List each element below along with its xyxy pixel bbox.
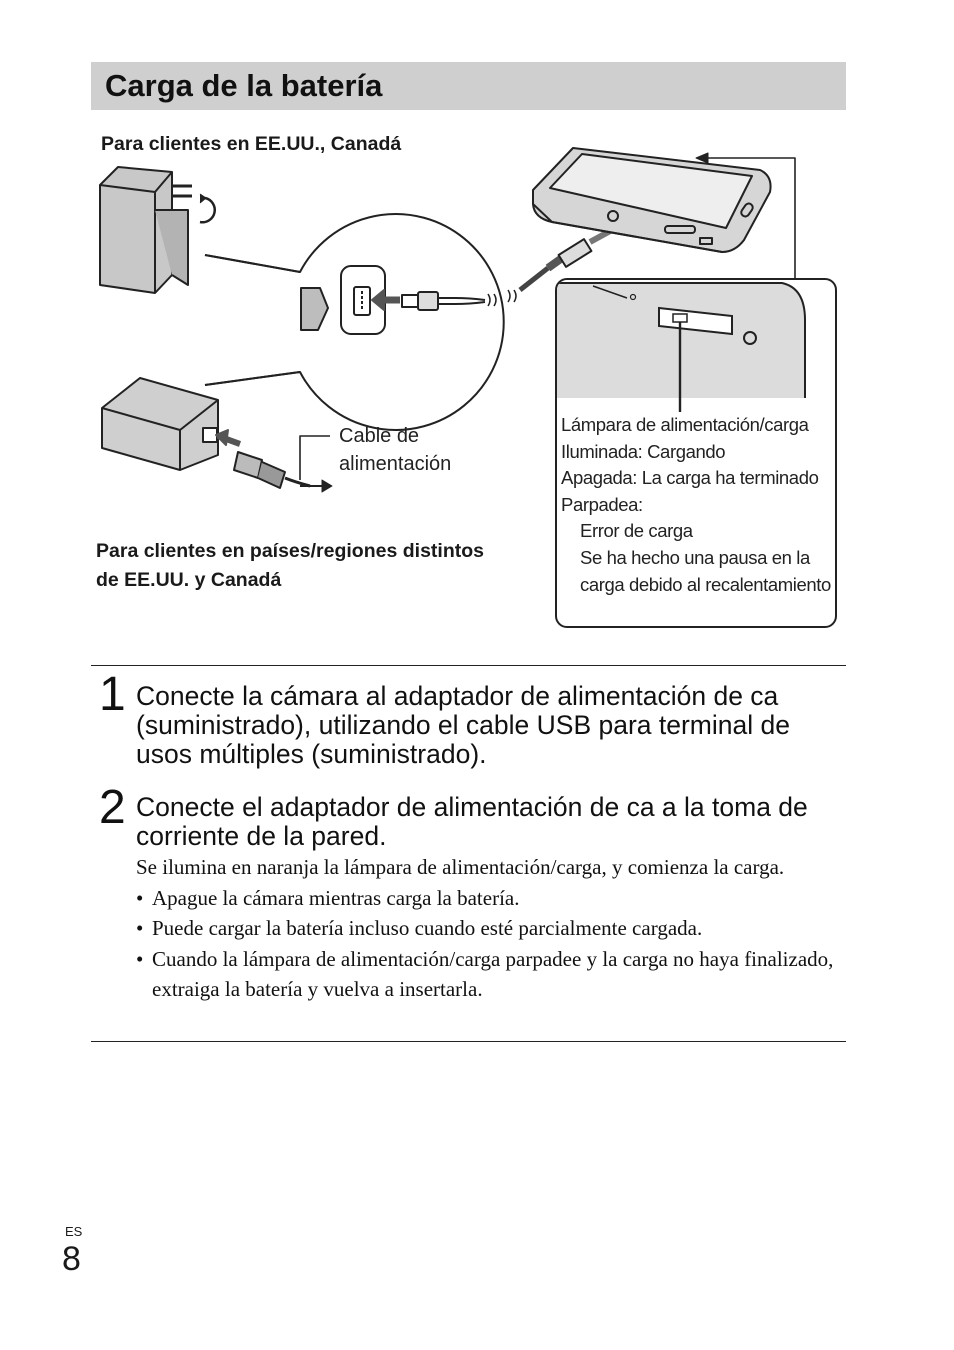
lamp-blink-item: Error de carga	[580, 520, 693, 542]
lamp-lit-status: Iluminada: Cargando	[561, 440, 726, 462]
label-us-canada: Para clientes en EE.UU., Canadá	[101, 133, 402, 155]
lamp-title: Lámpara de alimentación/carga	[561, 414, 809, 435]
step-bullet: • Puede cargar la batería incluso cuando esté parcialmente cargada.	[136, 913, 836, 944]
lamp-description	[561, 412, 837, 598]
lamp-blink-status: Parpadea:	[561, 493, 643, 515]
step-number: 1	[99, 668, 126, 721]
step-number: 2	[99, 781, 126, 834]
language-code: ES	[65, 1224, 83, 1239]
steps-bottom-rule	[91, 1041, 846, 1042]
label-other-regions: Para clientes en países/regiones distintos de EE.UU. y Canadá	[96, 540, 484, 591]
us-ac-adapter-illustration	[100, 167, 215, 293]
camera-illustration	[533, 148, 771, 252]
step-bullet: • Apague la cámara mientras carga la batería.	[136, 883, 836, 914]
step-bullet-list	[136, 883, 836, 1005]
page-number: 8	[62, 1240, 81, 1278]
step-body	[136, 852, 836, 1005]
section-title: Carga de la batería	[105, 68, 383, 103]
step-heading: Conecte la cámara al adaptador de alimentación de ca (suministrado), utilizando el cable USB para terminal de usos múltiples (suministrado).	[136, 681, 790, 769]
step-heading: Conecte el adaptador de alimentación de ca a la toma de corriente de la pared.	[136, 792, 808, 851]
power-cord-label: Cable de alimentación	[339, 425, 452, 475]
other-region-adapter-illustration	[102, 378, 332, 492]
lamp-off-status: Apagada: La carga ha terminado	[561, 467, 819, 489]
steps-top-rule	[91, 665, 846, 666]
step-bullet: • Cuando la lámpara de alimentación/carga parpadee y la carga no haya finalizado, extraiga la batería y vuelva a insertarla.	[136, 944, 836, 1005]
lamp-blink-item: Se ha hecho una pausa en la carga debido al recalentamiento	[580, 546, 831, 595]
step-body-text: Se ilumina en naranja la lámpara de alimentación/carga, y comienza la carga.	[136, 855, 785, 879]
